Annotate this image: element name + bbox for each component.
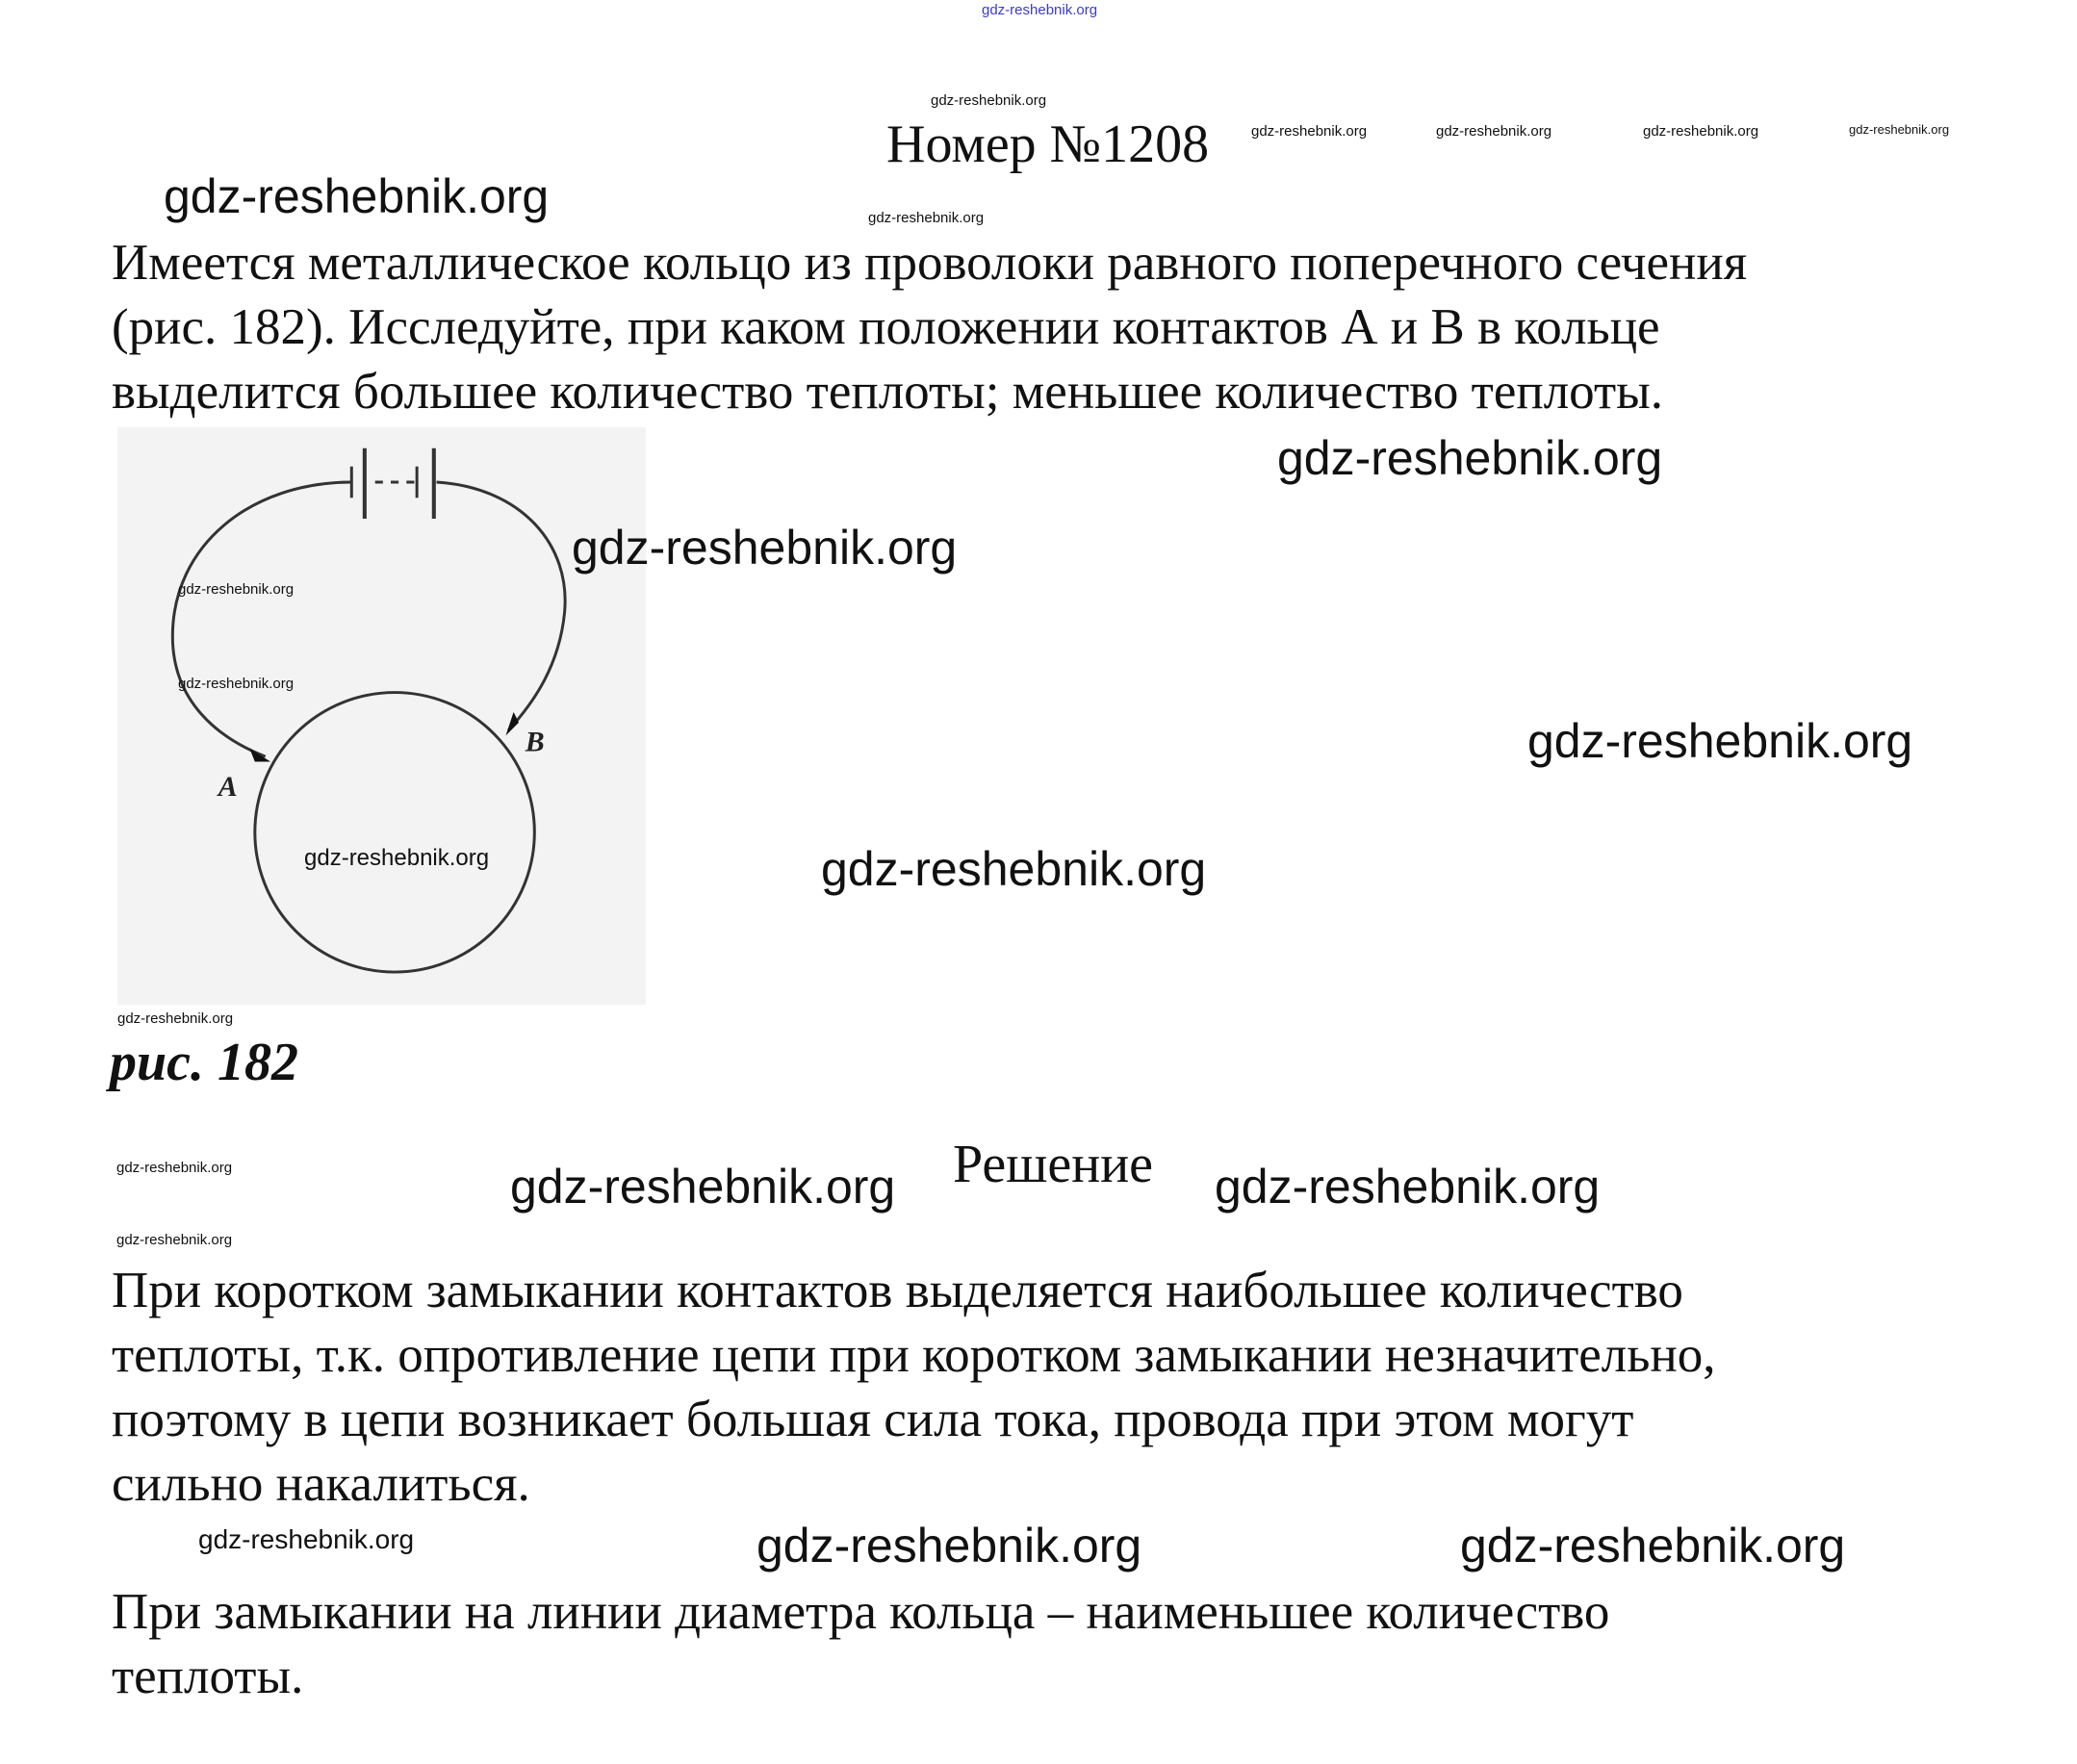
watermark: gdz-reshebnik.org	[868, 210, 985, 226]
metal-ring	[255, 693, 534, 972]
top-watermark-link[interactable]: gdz-reshebnik.org	[982, 2, 1098, 18]
wire-to-b	[437, 482, 566, 730]
solution-line: теплоты, т.к. опротивление цепи при коротком замыкании незначительно,	[112, 1327, 1716, 1383]
watermark: gdz-reshebnik.org	[116, 1160, 233, 1176]
page-title: Номер №1208	[886, 115, 1210, 174]
solution-title: Решение	[953, 1135, 1154, 1194]
watermark: gdz-reshebnik.org	[1251, 123, 1368, 140]
solution-paragraph-1	[112, 1259, 1716, 1517]
watermark: gdz-reshebnik.org	[164, 169, 550, 223]
contact-a-label: A	[218, 770, 238, 803]
contact-b-label: B	[525, 726, 545, 758]
watermark: gdz-reshebnik.org	[821, 842, 1207, 896]
watermark: gdz-reshebnik.org	[756, 1519, 1142, 1572]
solution-line: сильно накалиться.	[112, 1456, 530, 1512]
watermark: gdz-reshebnik.org	[198, 1524, 415, 1554]
problem-text	[112, 231, 1747, 424]
watermark: gdz-reshebnik.org	[1643, 123, 1759, 140]
watermark: gdz-reshebnik.org	[117, 1010, 234, 1027]
solution-line: теплоты.	[112, 1649, 304, 1704]
problem-line: выделится большее количество теплоты; меньшее количество теплоты.	[112, 364, 1663, 420]
ring-circuit-diagram	[117, 427, 646, 1005]
watermark: gdz-reshebnik.org	[1436, 123, 1552, 140]
watermark: gdz-reshebnik.org	[304, 845, 490, 871]
arrow-b-icon	[505, 712, 519, 735]
watermark: gdz-reshebnik.org	[572, 521, 958, 575]
watermark: gdz-reshebnik.org	[1849, 122, 1950, 137]
problem-line: Имеется металлическое кольцо из проволоки равного поперечного сечения	[112, 235, 1748, 291]
circuit-figure	[117, 427, 646, 1005]
solution-line: При коротком замыкании контактов выделяется наибольшее количество	[112, 1263, 1683, 1318]
problem-line: (рис. 182). Исследуйте, при каком положении контактов А и В в кольце	[112, 299, 1660, 355]
watermark: gdz-reshebnik.org	[178, 581, 295, 598]
solution-paragraph-2	[112, 1580, 1609, 1709]
watermark: gdz-reshebnik.org	[1460, 1519, 1846, 1572]
solution-line: поэтому в цепи возникает большая сила тока, провода при этом могут	[112, 1392, 1634, 1447]
watermark: gdz-reshebnik.org	[116, 1232, 233, 1248]
figure-caption: рис. 182	[110, 1033, 298, 1092]
watermark: gdz-reshebnik.org	[510, 1160, 896, 1214]
watermark: gdz-reshebnik.org	[1215, 1160, 1601, 1214]
watermark: gdz-reshebnik.org	[1277, 431, 1663, 485]
watermark: gdz-reshebnik.org	[1527, 714, 1913, 768]
solution-line: При замыкании на линии диаметра кольца – наименьшее количество	[112, 1584, 1610, 1640]
wire-to-a	[172, 482, 351, 756]
watermark: gdz-reshebnik.org	[931, 92, 1047, 109]
watermark: gdz-reshebnik.org	[178, 676, 295, 692]
